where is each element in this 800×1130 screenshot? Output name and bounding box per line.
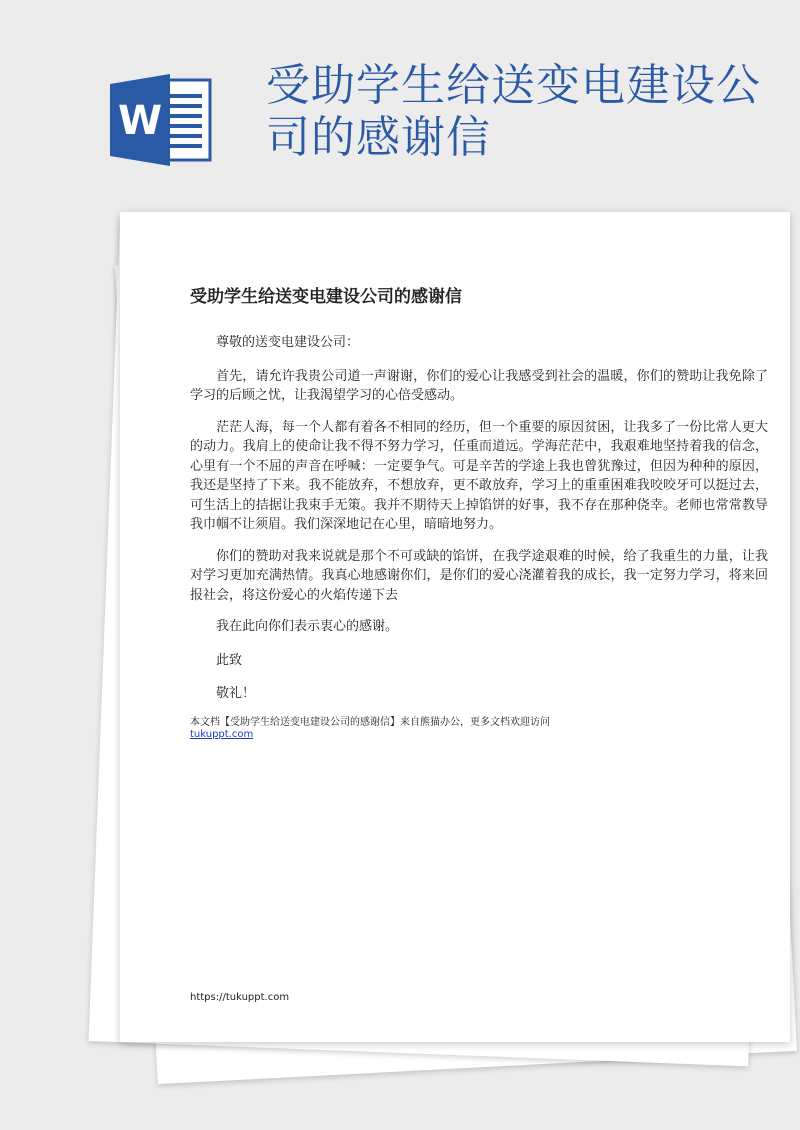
body-paragraph: 茫茫人海，每一个人都有着各不相同的经历，但一个重要的原因贫困，让我多了一份比常人更大的动力。我肩上的使命让我不得不努力学习，任重而道远。学海茫茫中，我艰难地坚持着我的信念，心里有一个不屈的声音在呼喊：一定要争气。可是辛苦的学途上我也曾犹豫过，但因为种种的原因，我还是坚持了下来。我不能放弃，不想放弃，更不敢放弃，学习上的重重困难我咬咬牙可以挺过去，可生活上的拮据让我束手无策。我并不期待天上掉馅饼的好事，我不存在那种侥幸。老师也常常教导我巾帼不让须眉。我们深深地记在心里，暗暗地努力。 <box>190 419 768 532</box>
bottom-url[interactable]: https://tukuppt.com <box>190 992 290 1003</box>
page-title: 受助学生给送变电建设公司的感谢信 <box>266 60 761 163</box>
word-icon-letter: W <box>117 98 163 144</box>
document-title: 受助学生给送变电建设公司的感谢信 <box>190 287 462 307</box>
body-paragraph: 你们的赞助对我来说就是那个不可或缺的馅饼，在我学途艰难的时候，给了我重生的力量，让我对学习更加充满热情。我真心地感谢你们，是你们的爱心浇灌着我的成长，我一定努力学习，将来回报社会，将这份爱心的火焰传递下去 <box>190 548 768 603</box>
closing-salute: 敬礼！ <box>216 686 256 701</box>
closing-line: 我在此向你们表示衷心的感谢。 <box>216 619 399 634</box>
word-document-icon <box>110 74 214 166</box>
salutation: 尊敬的送变电建设公司： <box>216 335 360 350</box>
source-note: 本文档【受助学生给送变电建设公司的感谢信】来自熊猫办公，更多文档欢迎访问 <box>190 716 550 728</box>
document-page <box>120 212 790 1042</box>
source-link[interactable]: tukuppt.com <box>190 728 254 740</box>
document-content <box>190 282 768 740</box>
closing-phrase: 此致 <box>216 652 243 668</box>
body-paragraph: 首先，请允许我贵公司道一声谢谢，你们的爱心让我感受到社会的温暖，你们的赞助让我免除了学习的后顾之忧，让我渴望学习的心倍受感动。 <box>190 368 768 403</box>
